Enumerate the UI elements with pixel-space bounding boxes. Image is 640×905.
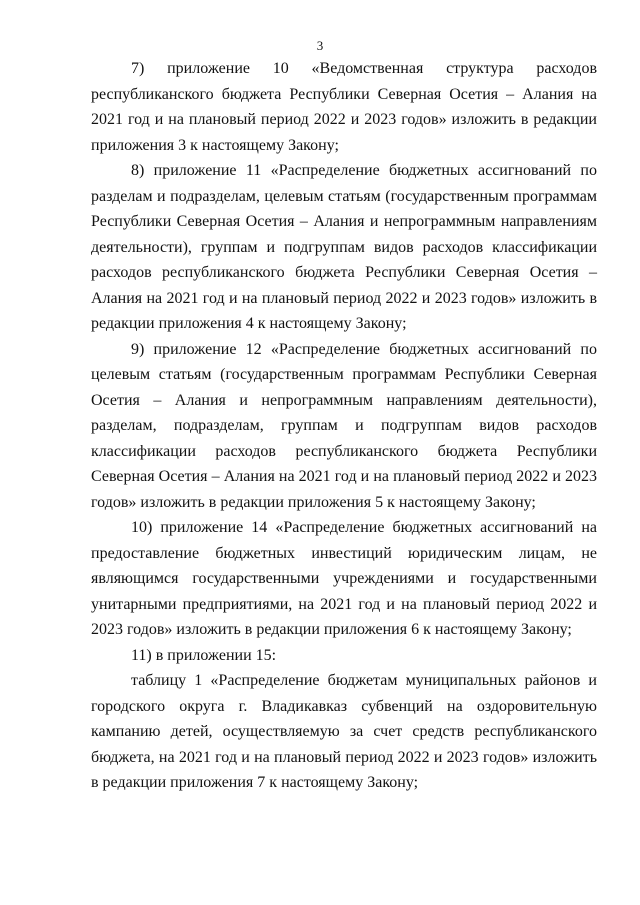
document-body [91,56,597,796]
paragraph-item-11: 11) в приложении 15: [131,646,277,664]
paragraph-table-1: таблицу 1 «Распределение бюджетам муниципальных районов и городского округа г. Владикавказ субвенций на оздоровительную кампанию детей, осуществляемую за счет средств республиканского бюджета, на 2021 год и на плановый период 2022 и 2023 годов» изложить в редакции приложения 7 к настоящему Закону; [91,672,597,791]
page-number: 3 [316,38,324,53]
paragraph-item-8: 8) приложение 11 «Распределение бюджетных ассигнований по разделам и подразделам, целевым статьям (государственным программам Республики Северная Осетия – Алания и непрограммным направлениям деятельности), группам и подгруппам видов расходов классификации расходов республиканского бюджета Республики Северная Осетия – Алания на 2021 год и на плановый период 2022 и 2023 годов» изложить в редакции приложения 4 к настоящему Закону; [91,162,597,332]
paragraph-item-10: 10) приложение 14 «Распределение бюджетных ассигнований на предоставление бюджетных инвестиций юридическим лицам, не являющимся государственными учреждениями и государственными унитарными предприятиями, на 2021 год и на плановый период 2022 и 2023 годов» изложить в редакции приложения 6 к настоящему Закону; [91,519,597,638]
paragraph-item-9: 9) приложение 12 «Распределение бюджетных ассигнований по целевым статьям (государственным программам Республики Северная Осетия – Алания и непрограммным направлениям деятельности), разделам, подразделам, группам и подгруппам видов расходов классификации расходов республиканского бюджета Республики Северная Осетия – Алания на 2021 год и на плановый период 2022 и 2023 годов» изложить в редакции приложения 5 к настоящему Закону; [91,340,597,511]
paragraph-item-7: 7) приложение 10 «Ведомственная структура расходов республиканского бюджета Республики Северная Осетия – Алания на 2021 год и на плановый период 2022 и 2023 годов» изложить в редакции приложения 3 к настоящему Закону; [91,60,597,154]
